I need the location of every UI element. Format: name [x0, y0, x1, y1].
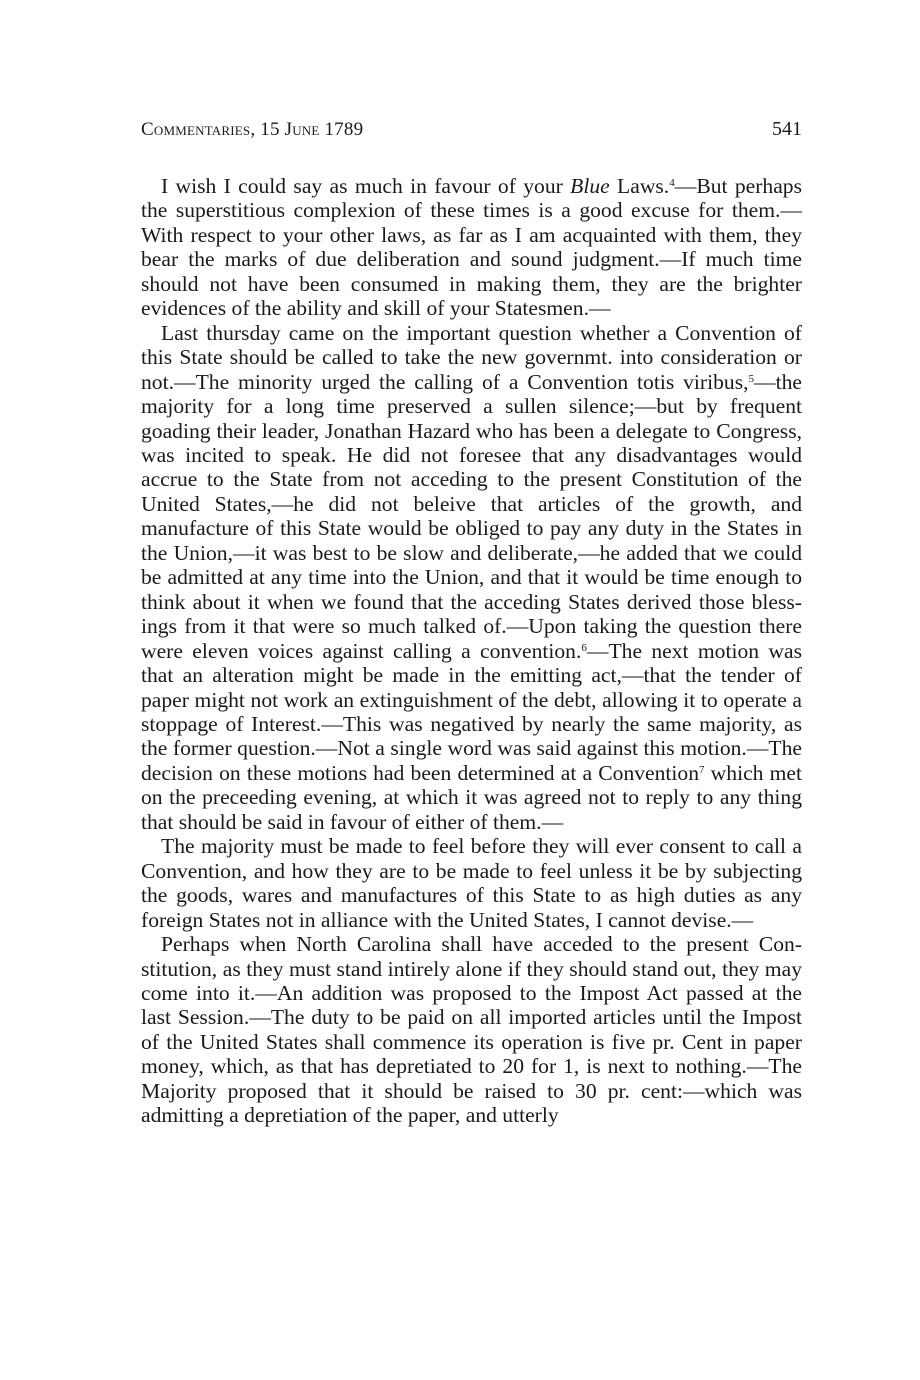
paragraph-3: The majority must be made to feel before they will ever consent to call a Convention, and how they are to be made to feel unless it be by subjecting the goods, wares and manufactures of this State to as high duties as any foreign States not in alliance with the United States, I cannot devise.—	[141, 834, 802, 932]
running-head	[141, 118, 802, 150]
paragraph-2-text-b: —the majority for a long time preserved a sullen silence;—but by frequent goading their leader, Jonathan Hazard who has been a delegate to Congress, was incited to speak. He did not foresee that any disadvantages would accrue to the State from not acceding to the present Constitution of the United States,—he did not beleive that articles of the growth, and manufacture of this State would be obliged to pay any duty in the States in the Union,—it was best to be slow and deliberate,—he added that we could be admitted at any time into the Union, and that it would be time enough to think about it when we found that the acceding States derived those blessings from it that were so much talked of.—Upon taking the question there were eleven voices against calling a convention.	[141, 369, 802, 663]
paragraph-1-text-b: Laws.	[609, 174, 670, 198]
footnote-ref-6: 6	[581, 641, 587, 654]
footnote-ref-7: 7	[699, 763, 705, 776]
paragraph-1-text-c: —But perhaps the superstitious complexion of these times is a good excuse for them.— With respect to your other laws, as far as I am acquainted with them, they bear the marks of due deliberation and sound judgment.—If much time should not have been consumed in making them, they are the brighter evidences of the ability and skill of your Statesmen.—	[141, 174, 802, 321]
page-number: 541	[772, 118, 802, 140]
running-head-title: Commentaries, 15 June 1789	[141, 119, 364, 140]
paragraph-2	[141, 321, 802, 835]
paragraph-2-text-a: Last thursday came on the important question whether a Convention of this State should be called to take the new governmt. into consideration or not.—The minority urged the calling of a Convention totis viribus,	[141, 320, 802, 394]
paragraph-2-text-d: which met on the preceeding evening, at which it was agreed not to reply to any thing that should be said in favour of either of them.—	[141, 760, 802, 834]
body-text	[141, 174, 802, 1128]
paragraph-1-text-a: I wish I could say as much in favour of your	[161, 174, 571, 198]
paragraph-1	[141, 174, 802, 321]
paragraph-2-text-c: —The next motion was that an alteration might be made in the emitting act,—that the tender of paper might not work an extinguishment of the debt, allowing it to operate a stoppage of Interest.—This was negatived by nearly the same majority, as the former question.—Not a single word was said against this motion.—The decision on these motions had been determined at a Convention	[141, 638, 802, 785]
footnote-ref-4: 4	[669, 176, 675, 189]
footnote-ref-5: 5	[748, 372, 755, 385]
paragraph-4: Perhaps when North Carolina shall have acceded to the present Constitution, as they must stand intirely alone if they should stand out, they may come into it.—An addition was proposed to the Impost Act passed at the last Session.—The duty to be paid on all imported articles until the Impost of the United States shall commence its operation is five pr. Cent in paper money, which, as that has depretiated to 20 for 1, is next to nothing.—The Majority proposed that it should be raised to 30 pr. cent:—which was admitting a depretiation of the paper, and utterly	[141, 932, 802, 1128]
blue-laws-italic: Blue	[570, 174, 610, 198]
document-page	[141, 118, 802, 1128]
